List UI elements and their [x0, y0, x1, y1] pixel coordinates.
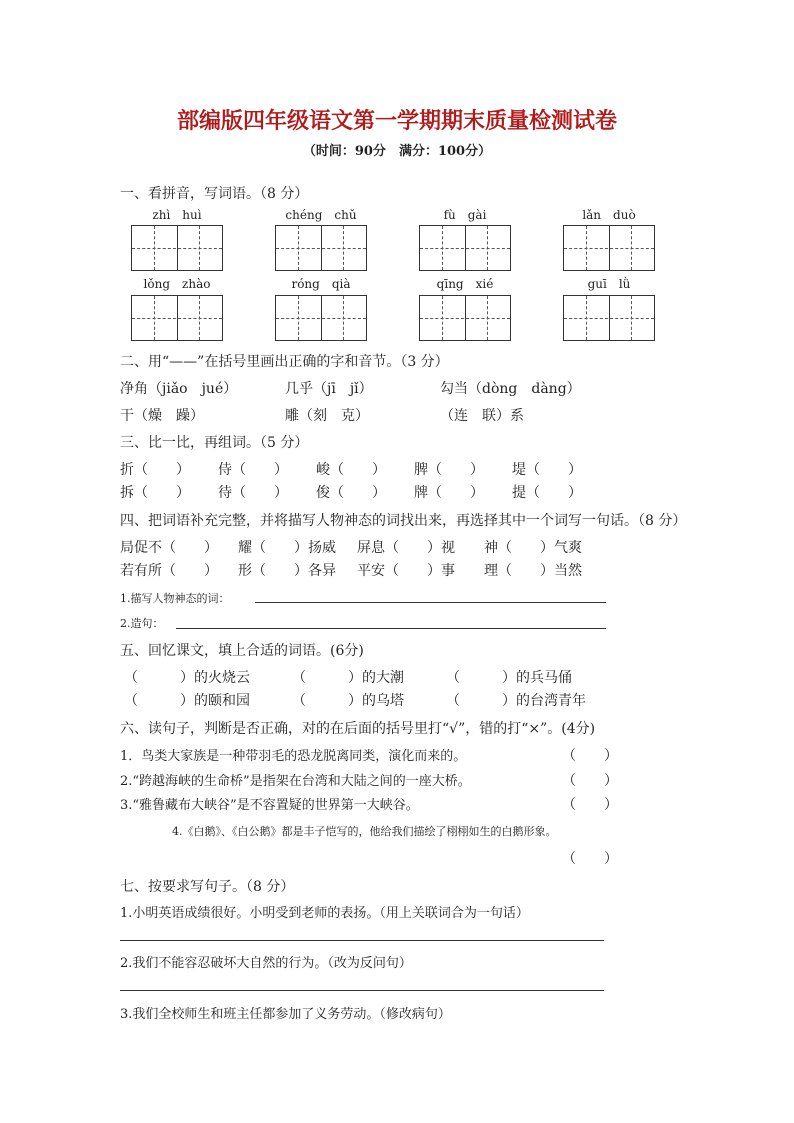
section-1-heading: 一、看拼音，写词语。（8 分） [120, 186, 309, 202]
tian-grid-answer-box[interactable] [275, 295, 367, 341]
section-4-heading: 四、把词语补充完整，并将描写人物神态的词找出来，再选择其中一个词写一句话。（8 分） [120, 513, 687, 529]
choice-item: 勾当（dòng dàng） [440, 381, 581, 397]
idiom-item: 屏息（ ）视 [357, 540, 455, 556]
question-label: 1.描写人物神态的词： [120, 592, 230, 605]
choice-item: 几乎（jī jǐ） [285, 381, 373, 397]
page-subtitle: （时间：90分 满分：100分） [302, 144, 492, 159]
tian-grid-answer-box[interactable] [563, 295, 655, 341]
answer-line[interactable] [120, 940, 604, 941]
page-title: 部编版四年级语文第一学期期末质量检测试卷 [176, 108, 617, 134]
idiom-item: 理（ ）当然 [484, 563, 582, 579]
section-5-heading: 五、回忆课文，填上合适的词语。(6分) [120, 643, 364, 659]
compare-item: 折（ ） [120, 462, 190, 478]
tian-grid-answer-box[interactable] [419, 295, 511, 341]
judge-item: 4.《白鹅》、《白公鹅》都是丰子恺写的，他给我们描绘了栩栩如生的白鹅形象。 [172, 825, 557, 838]
tian-grid-answer-box[interactable] [563, 225, 655, 271]
answer-line[interactable] [176, 628, 606, 629]
section-2-heading: 二、用“——”在括号里画出正确的字和音节。（3 分） [120, 354, 449, 370]
section-7-heading: 七、按要求写句子。（8 分） [120, 879, 295, 895]
fill-item: （ ）的兵马俑 [446, 670, 572, 686]
compare-item: 堤（ ） [512, 462, 582, 478]
pinyin-label: qīng xié [436, 277, 494, 291]
pinyin-label: lǎn duò [582, 208, 636, 222]
judge-item: 2.“跨越海峡的生命桥”是指架在台湾和大陆之间的一座大桥。 [120, 774, 471, 789]
pinyin-label: guī lǜ [587, 277, 631, 291]
idiom-item: 局促不（ ） [120, 540, 218, 556]
compare-item: 脾（ ） [414, 462, 484, 478]
fill-item: （ ）的乌塔 [292, 693, 404, 709]
section-3-heading: 三、比一比，再组词。（5 分） [120, 435, 309, 451]
choice-item: 净角（jiǎo jué） [120, 381, 238, 397]
judge-bracket[interactable]: （ ） [562, 773, 618, 789]
idiom-item: 耀（ ）扬威 [238, 540, 336, 556]
section-6-heading: 六、读句子，判断是否正确，对的在后面的括号里打“√”，错的打“×”。(4分) [120, 721, 596, 737]
pinyin-label: zhì huì [152, 208, 202, 222]
rewrite-question: 1.小明英语成绩很好。小明受到老师的表扬。（用上关联词合为一句话） [120, 906, 529, 921]
compare-item: 提（ ） [512, 485, 582, 501]
judge-item: 3.“雅鲁藏布大峡谷”是不容置疑的世界第一大峡谷。 [120, 798, 419, 813]
fill-item: （ ）的台湾青年 [446, 693, 586, 709]
choice-item: 雕（刻 克） [285, 408, 369, 424]
judge-bracket[interactable]: （ ） [562, 851, 618, 867]
choice-item: 干（燥 躁） [120, 408, 204, 424]
idiom-item: 神（ ）气爽 [484, 540, 582, 556]
fill-item: （ ）的火烧云 [124, 670, 250, 686]
tian-grid-answer-box[interactable] [275, 225, 367, 271]
tian-grid-answer-box[interactable] [419, 225, 511, 271]
rewrite-question: 3.我们全校师生和班主任都参加了义务劳动。（修改病句） [120, 1007, 451, 1022]
choice-item: （连 联）系 [440, 408, 524, 424]
compare-item: 拆（ ） [120, 485, 190, 501]
rewrite-question: 2.我们不能容忍破坏大自然的行为。（改为反问句） [120, 956, 412, 971]
compare-item: 待（ ） [218, 485, 288, 501]
compare-item: 牌（ ） [414, 485, 484, 501]
judge-bracket[interactable]: （ ） [562, 748, 618, 764]
pinyin-label: fù gài [443, 208, 487, 222]
idiom-item: 平安（ ）事 [357, 563, 455, 579]
judge-bracket[interactable]: （ ） [562, 797, 618, 813]
judge-item: 1．鸟类大家族是一种带羽毛的恐龙脱离同类，演化而来的。 [120, 749, 467, 764]
compare-item: 俊（ ） [316, 485, 386, 501]
fill-item: （ ）的大潮 [292, 670, 404, 686]
pinyin-label: chéng chǔ [285, 208, 357, 222]
idiom-item: 形（ ）各异 [238, 563, 336, 579]
tian-grid-answer-box[interactable] [131, 295, 223, 341]
pinyin-label: lǒng zhào [143, 277, 211, 291]
idiom-item: 若有所（ ） [120, 563, 218, 579]
answer-line[interactable] [255, 602, 606, 603]
compare-item: 侍（ ） [218, 462, 288, 478]
compare-item: 峻（ ） [316, 462, 386, 478]
question-label: 2.造句： [120, 617, 164, 630]
tian-grid-answer-box[interactable] [131, 225, 223, 271]
answer-line[interactable] [120, 990, 604, 991]
pinyin-label: róng qià [291, 277, 351, 291]
fill-item: （ ）的颐和园 [124, 693, 250, 709]
